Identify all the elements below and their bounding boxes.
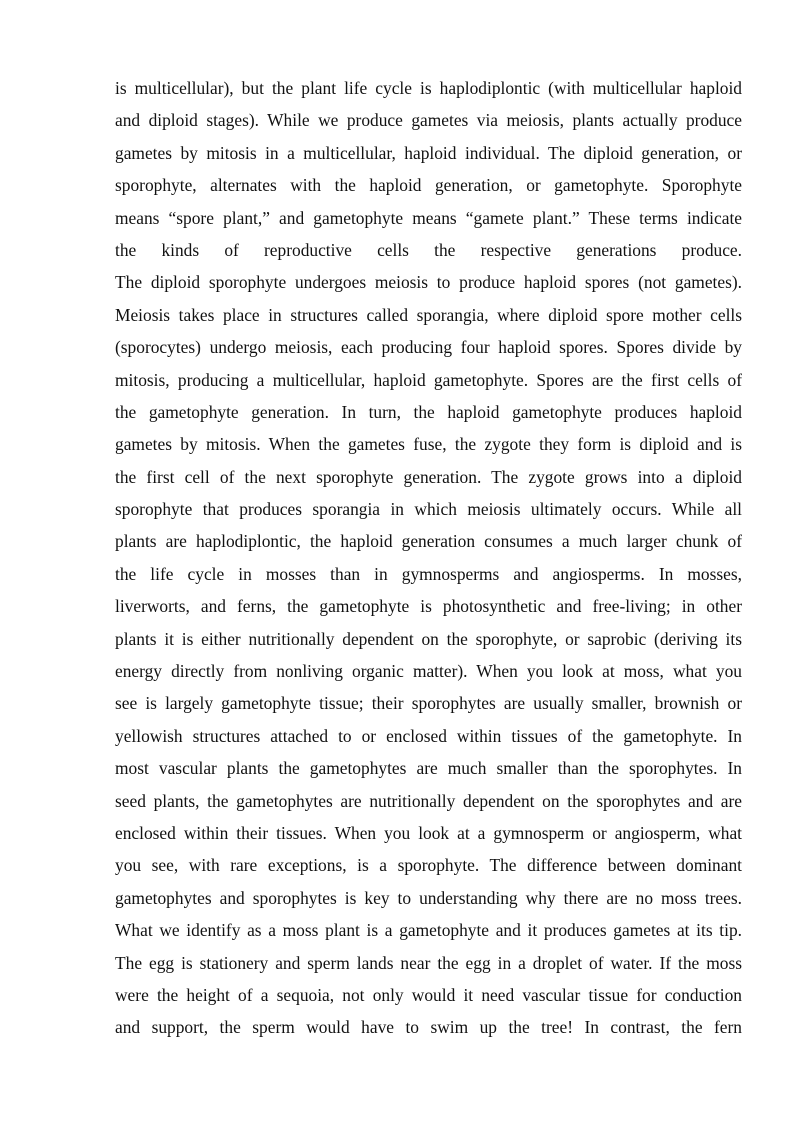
text-line: were the height of a sequoia, not only would it need vascular tissue for conduction bbox=[115, 984, 742, 1005]
text-line: plants it is either nutritionally dependent on the sporophyte, or saprobic (deriving its bbox=[115, 628, 742, 649]
text-line: The egg is stationery and sperm lands near the egg in a droplet of water. If the moss bbox=[115, 952, 742, 973]
text-line: The diploid sporophyte undergoes meiosis to produce haploid spores (not gametes). bbox=[115, 272, 742, 293]
text-line: What we identify as a moss plant is a gametophyte and it produces gametes at its tip. bbox=[115, 920, 742, 941]
text-line: yellowish structures attached to or enclosed within tissues of the gametophyte. In bbox=[115, 725, 742, 746]
text-line: liverworts, and ferns, the gametophyte is photosynthetic and free-living; in other bbox=[115, 596, 742, 617]
text-line: (sporocytes) undergo meiosis, each producing four haploid spores. Spores divide by bbox=[115, 337, 742, 358]
text-line: Meiosis takes place in structures called sporangia, where diploid spore mother cells bbox=[115, 304, 742, 325]
text-line: enclosed within their tissues. When you look at a gymnosperm or angiosperm, what bbox=[115, 822, 742, 843]
text-line: mitosis, producing a multicellular, haploid gametophyte. Spores are the first cells of bbox=[115, 369, 742, 390]
text-line: you see, with rare exceptions, is a sporophyte. The difference between dominant bbox=[115, 855, 742, 876]
text-line: energy directly from nonliving organic matter). When you look at moss, what you bbox=[115, 661, 742, 682]
text-line: the gametophyte generation. In turn, the haploid gametophyte produces haploid bbox=[115, 401, 742, 422]
body-paragraph bbox=[115, 72, 742, 1044]
text-line: plants are haplodiplontic, the haploid generation consumes a much larger chunk of bbox=[115, 531, 742, 552]
text-line: the first cell of the next sporophyte generation. The zygote grows into a diploid bbox=[115, 466, 742, 487]
text-line: gametes by mitosis in a multicellular, haploid individual. The diploid generation, or bbox=[115, 142, 742, 163]
text-line: sporophyte, alternates with the haploid generation, or gametophyte. Sporophyte bbox=[115, 175, 742, 196]
text-line: is multicellular), but the plant life cycle is haplodiplontic (with multicellular haploid bbox=[115, 78, 742, 98]
text-line: gametes by mitosis. When the gametes fuse, the zygote they form is diploid and is bbox=[115, 434, 742, 455]
text-line: and support, the sperm would have to swim up the tree! In contrast, the fern bbox=[115, 1017, 742, 1038]
text-line: the life cycle in mosses than in gymnosperms and angiosperms. In mosses, bbox=[115, 563, 742, 584]
text-line: seed plants, the gametophytes are nutritionally dependent on the sporophytes and are bbox=[115, 790, 742, 811]
text-line: most vascular plants the gametophytes are much smaller than the sporophytes. In bbox=[115, 758, 742, 779]
text-line: see is largely gametophyte tissue; their sporophytes are usually smaller, brownish or bbox=[115, 693, 742, 714]
text-line: and diploid stages). While we produce gametes via meiosis, plants actually produce bbox=[115, 110, 742, 131]
text-line: gametophytes and sporophytes is key to understanding why there are no moss trees. bbox=[115, 887, 742, 908]
text-line: the kinds of reproductive cells the respective generations produce. bbox=[115, 239, 742, 260]
text-line: sporophyte that produces sporangia in which meiosis ultimately occurs. While all bbox=[115, 499, 742, 520]
text-line: means “spore plant,” and gametophyte means “gamete plant.” These terms indicate bbox=[115, 207, 742, 228]
